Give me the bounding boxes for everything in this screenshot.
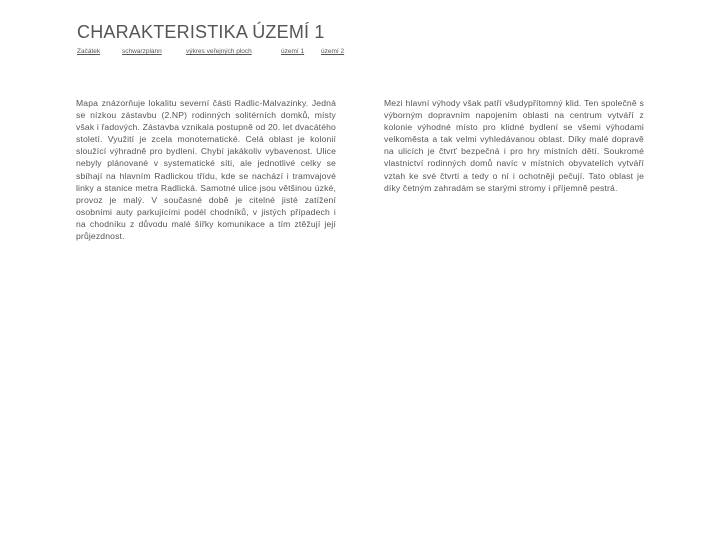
- nav-link-zacatek[interactable]: Začátek: [77, 48, 101, 55]
- left-text-column: Mapa znázorňuje lokalitu severní části Radlic-Malvazinky. Jedná se nízkou zástavbu (2.NP) rodinných solitérních domků, místy však i řadových. Zástavba vznikala postupně od 20. let dvacátého století. Využití je zcela monotematické. Celá oblast je kolonií sloužící výhradně pro bydlení. Chybí jakákoliv vybavenost. Ulice nebyly plánované v systematické síti, ale jednotlivé celky se sbíhají na hlavním Radlickou třídu, kde se nachází i tramvajové linky a stanice metra Radlická. Samotné ulice jsou většinou úzké, provoz je malý. V současné době je citelné jisté zatížení osobními auty parkujícími podél chodníků, v jistých případech i na chodníku z důvodu malé šířky komunikace a tím ztěžují její průjezdnost.: [76, 98, 336, 242]
- nav-link-area-2[interactable]: území 2: [321, 48, 345, 55]
- right-text-column: Mezi hlavní výhody však patří všudypřítomný klid. Ten společně s výborným dopravním napojením oblasti na centrum vytváří z kolonie výhodné místo pro klidné bydlení se všemi výhodami velkoměsta a tak velmi vyhledávanou oblast. Díky malé dopravě na ulicích je čtvrť bezpečná i pro hry místních dětí. Soukromé vlastnictví rodinných domů navíc v místních obyvatelích vytváří vztah ke své čtvrti a tedy o ní i ochotněji pečují. Tato oblast je díky četným zahradám se starými stromy i příjemně pestrá.: [384, 98, 644, 193]
- nav-link-public-spaces-plan[interactable]: výkres veřejných ploch: [186, 48, 252, 55]
- navigation-bar: [0, 47, 720, 59]
- nav-link-schwarzplan[interactable]: schwarzplann: [122, 48, 162, 55]
- page-title: CHARAKTERISTIKA ÚZEMÍ 1: [77, 22, 325, 42]
- nav-link-area-1[interactable]: území 1: [281, 48, 305, 55]
